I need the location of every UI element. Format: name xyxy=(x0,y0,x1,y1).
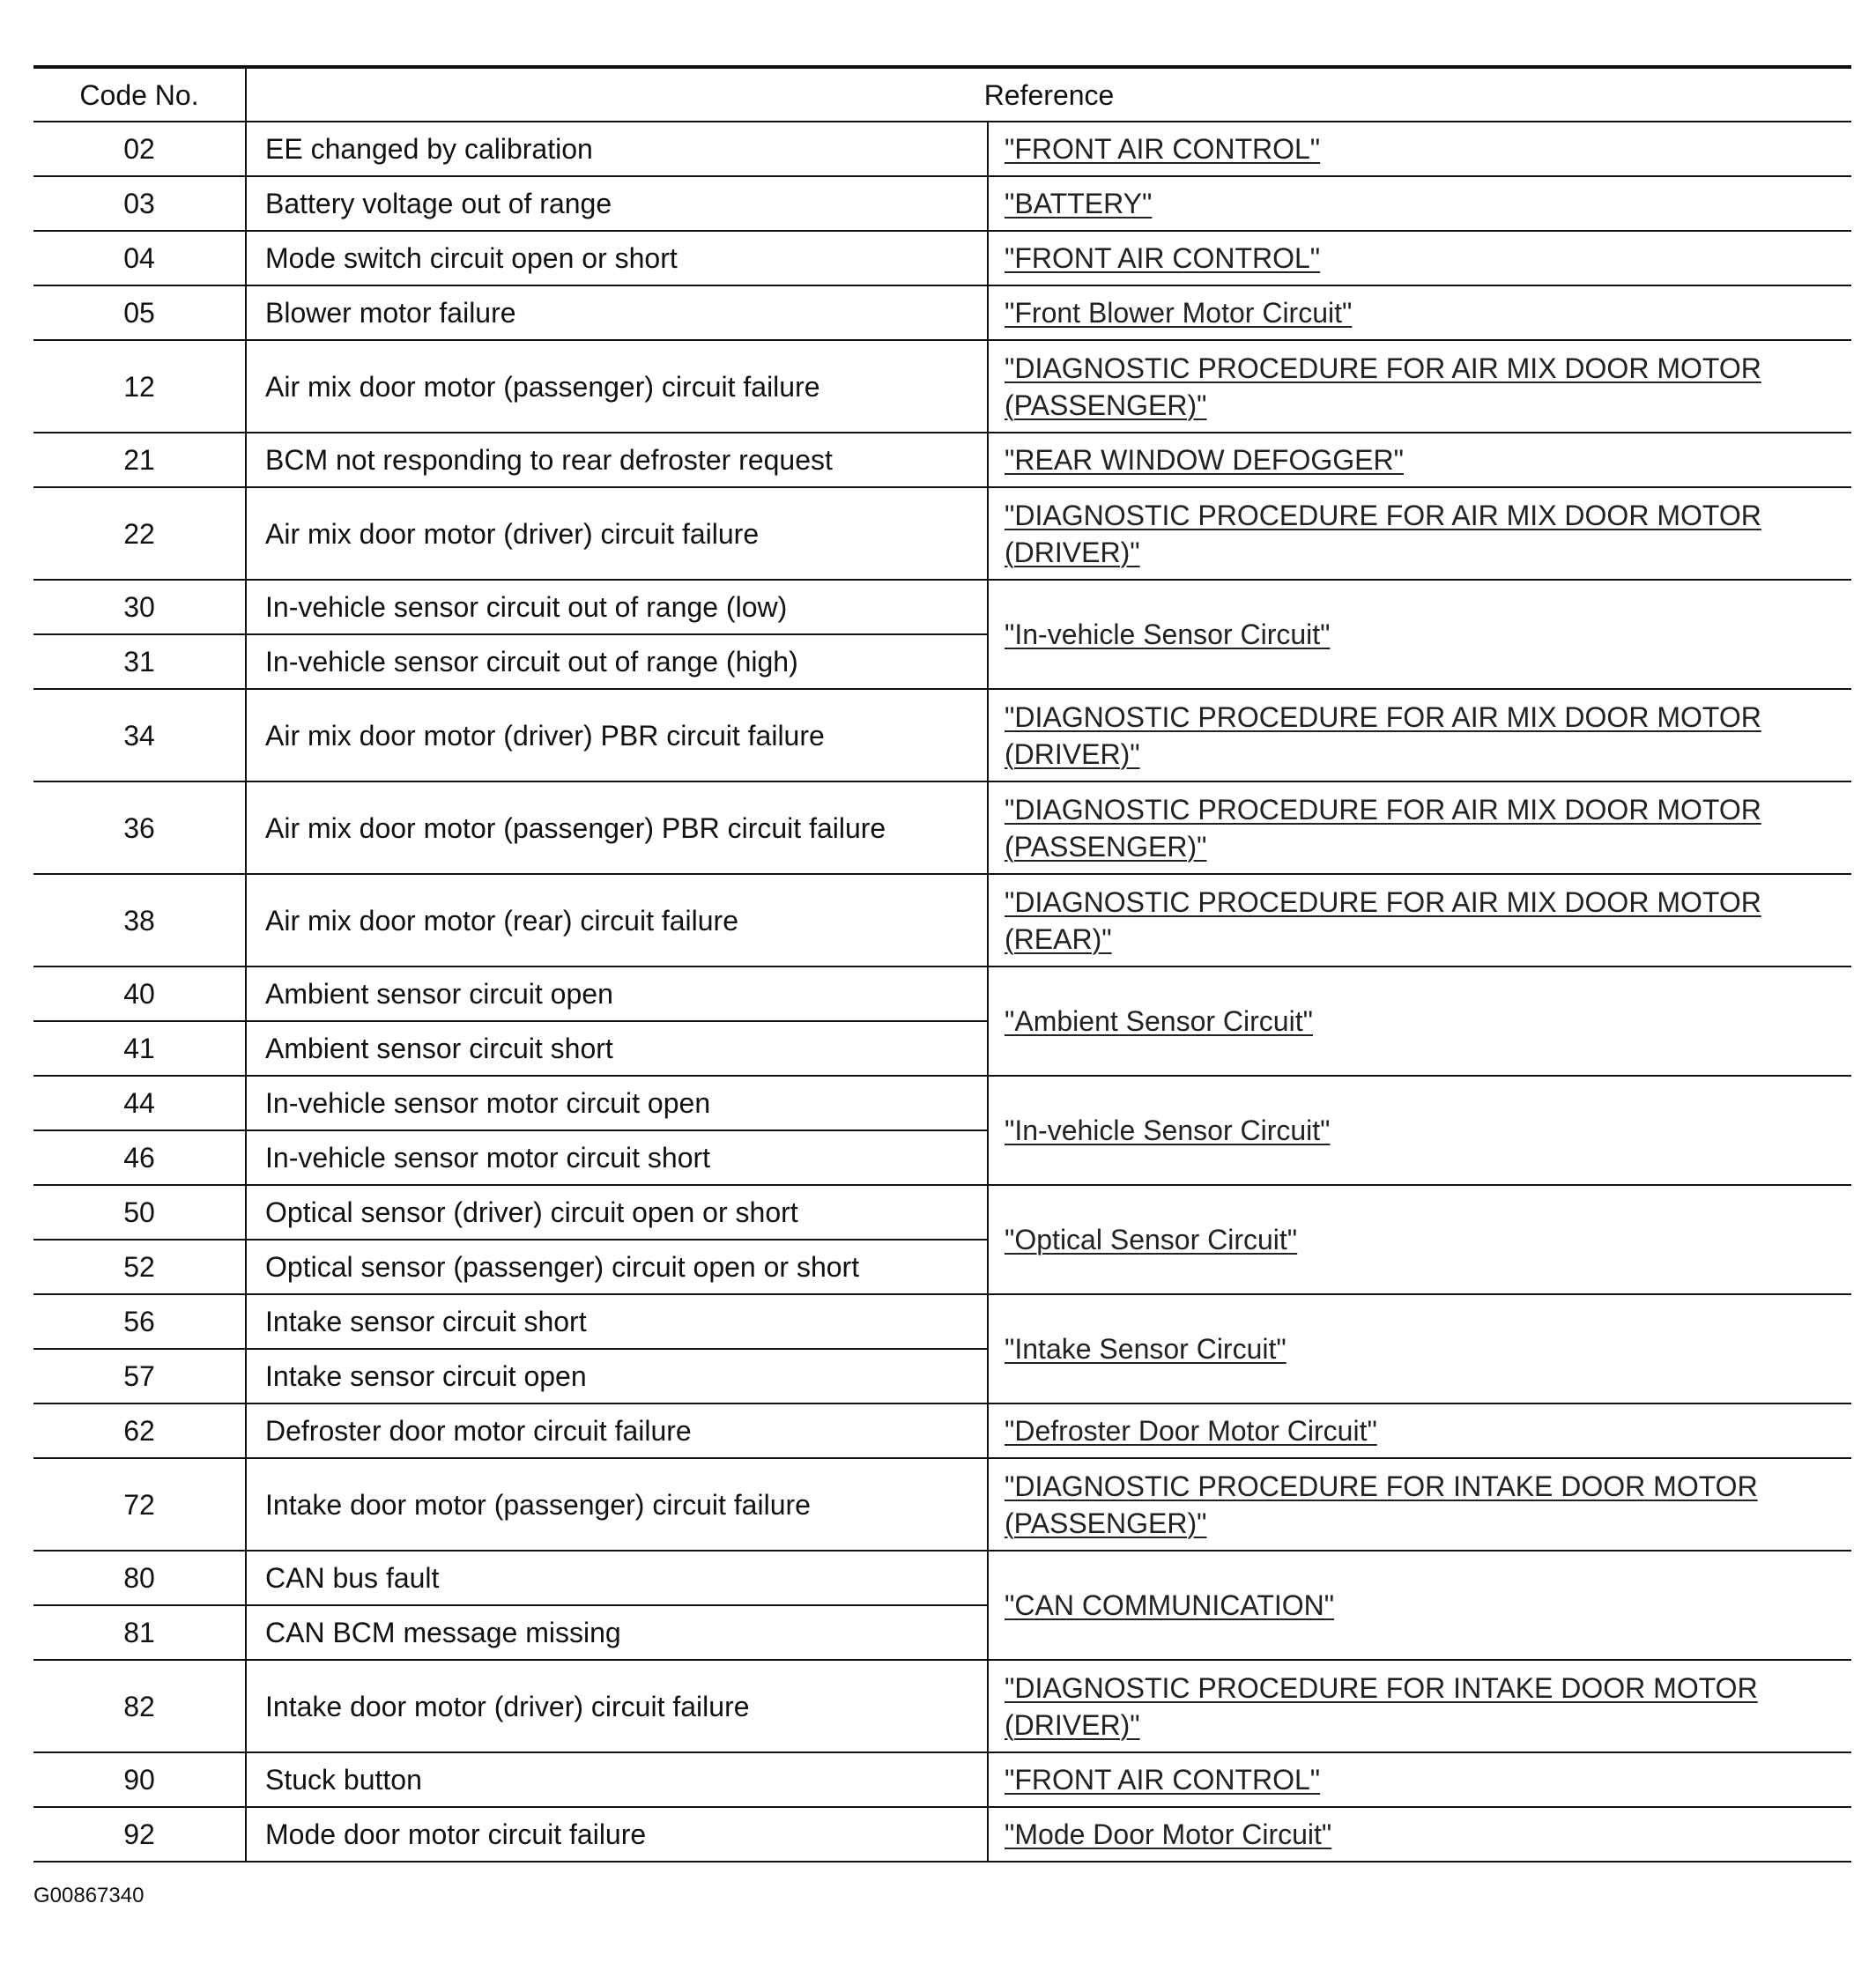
description-cell: Blower motor failure xyxy=(246,285,988,340)
code-cell: 80 xyxy=(33,1551,246,1605)
code-cell: 81 xyxy=(33,1605,246,1660)
code-cell: 62 xyxy=(33,1403,246,1458)
description-cell: Mode switch circuit open or short xyxy=(246,231,988,285)
description-cell: Ambient sensor circuit open xyxy=(246,966,988,1021)
code-cell: 82 xyxy=(33,1660,246,1752)
table-row xyxy=(33,781,1851,874)
code-cell: 02 xyxy=(33,122,246,176)
reference-cell xyxy=(988,285,1851,340)
table-row xyxy=(33,1076,1851,1130)
reference-cell xyxy=(988,1403,1851,1458)
code-cell: 56 xyxy=(33,1294,246,1349)
reference-cell xyxy=(988,874,1851,966)
description-cell: Intake door motor (driver) circuit failure xyxy=(246,1660,988,1752)
reference-cell xyxy=(988,122,1851,176)
reference-link[interactable]: "Front Blower Motor Circuit" xyxy=(1005,297,1353,329)
table-row xyxy=(33,966,1851,1021)
reference-link[interactable]: "Intake Sensor Circuit" xyxy=(1005,1333,1287,1365)
code-cell: 34 xyxy=(33,689,246,781)
reference-link[interactable]: "DIAGNOSTIC PROCEDURE FOR AIR MIX DOOR MOTOR (DRIVER)" xyxy=(1005,499,1761,568)
reference-cell xyxy=(988,1807,1851,1862)
reference-cell xyxy=(988,1551,1851,1660)
reference-cell xyxy=(988,966,1851,1076)
reference-link[interactable]: "DIAGNOSTIC PROCEDURE FOR AIR MIX DOOR MOTOR (REAR)" xyxy=(1005,885,1761,955)
table-row xyxy=(33,1551,1851,1605)
code-cell: 05 xyxy=(33,285,246,340)
description-cell: Ambient sensor circuit short xyxy=(246,1021,988,1076)
table-row xyxy=(33,1294,1851,1349)
table-row xyxy=(33,1752,1851,1807)
code-cell: 92 xyxy=(33,1807,246,1862)
description-cell: Intake door motor (passenger) circuit failure xyxy=(246,1458,988,1551)
reference-header: Reference xyxy=(246,67,1851,122)
reference-link[interactable]: "In-vehicle Sensor Circuit" xyxy=(1005,1115,1331,1146)
table-row xyxy=(33,689,1851,781)
reference-link[interactable]: "Optical Sensor Circuit" xyxy=(1005,1224,1298,1255)
description-cell: Air mix door motor (passenger) circuit failure xyxy=(246,340,988,433)
code-cell: 72 xyxy=(33,1458,246,1551)
table-row xyxy=(33,1458,1851,1551)
reference-link[interactable]: "Mode Door Motor Circuit" xyxy=(1005,1818,1332,1850)
reference-cell xyxy=(988,689,1851,781)
table-row xyxy=(33,285,1851,340)
table-row xyxy=(33,1403,1851,1458)
description-cell: Stuck button xyxy=(246,1752,988,1807)
code-cell: 03 xyxy=(33,176,246,231)
reference-link[interactable]: "DIAGNOSTIC PROCEDURE FOR AIR MIX DOOR MOTOR (DRIVER)" xyxy=(1005,700,1761,770)
table-header xyxy=(33,67,1851,122)
reference-cell xyxy=(988,231,1851,285)
reference-link[interactable]: "DIAGNOSTIC PROCEDURE FOR INTAKE DOOR MOTOR (PASSENGER)" xyxy=(1005,1470,1758,1539)
description-cell: Intake sensor circuit short xyxy=(246,1294,988,1349)
description-cell: Defroster door motor circuit failure xyxy=(246,1403,988,1458)
description-cell: Optical sensor (driver) circuit open or short xyxy=(246,1185,988,1240)
reference-cell xyxy=(988,1294,1851,1403)
code-cell: 44 xyxy=(33,1076,246,1130)
table-row xyxy=(33,231,1851,285)
code-cell: 21 xyxy=(33,433,246,487)
code-cell: 90 xyxy=(33,1752,246,1807)
table-row xyxy=(33,1660,1851,1752)
table-row xyxy=(33,580,1851,634)
reference-cell xyxy=(988,340,1851,433)
code-cell: 36 xyxy=(33,781,246,874)
description-cell: Air mix door motor (driver) PBR circuit failure xyxy=(246,689,988,781)
reference-cell xyxy=(988,1752,1851,1807)
reference-link[interactable]: "Defroster Door Motor Circuit" xyxy=(1005,1415,1377,1447)
description-cell: Air mix door motor (passenger) PBR circuit failure xyxy=(246,781,988,874)
table-row xyxy=(33,487,1851,580)
table-row xyxy=(33,1185,1851,1240)
description-cell: CAN BCM message missing xyxy=(246,1605,988,1660)
trouble-code-table xyxy=(33,65,1851,1863)
reference-cell xyxy=(988,1660,1851,1752)
reference-link[interactable]: "CAN COMMUNICATION" xyxy=(1005,1589,1335,1621)
code-no-header: Code No. xyxy=(33,67,246,122)
code-cell: 30 xyxy=(33,580,246,634)
code-cell: 41 xyxy=(33,1021,246,1076)
code-cell: 31 xyxy=(33,634,246,689)
reference-cell xyxy=(988,781,1851,874)
reference-link[interactable]: "DIAGNOSTIC PROCEDURE FOR AIR MIX DOOR MOTOR (PASSENGER)" xyxy=(1005,352,1761,421)
code-cell: 50 xyxy=(33,1185,246,1240)
reference-cell xyxy=(988,1458,1851,1551)
reference-cell xyxy=(988,1076,1851,1185)
reference-cell xyxy=(988,176,1851,231)
reference-link[interactable]: "DIAGNOSTIC PROCEDURE FOR AIR MIX DOOR MOTOR (PASSENGER)" xyxy=(1005,793,1761,863)
table-body xyxy=(33,122,1851,1862)
description-cell: In-vehicle sensor motor circuit open xyxy=(246,1076,988,1130)
reference-link[interactable]: "FRONT AIR CONTROL" xyxy=(1005,1764,1321,1796)
description-cell: Air mix door motor (rear) circuit failure xyxy=(246,874,988,966)
reference-link[interactable]: "BATTERY" xyxy=(1005,188,1153,219)
code-cell: 40 xyxy=(33,966,246,1021)
code-cell: 46 xyxy=(33,1130,246,1185)
table-row xyxy=(33,176,1851,231)
table-row xyxy=(33,122,1851,176)
description-cell: In-vehicle sensor circuit out of range (high) xyxy=(246,634,988,689)
code-cell: 04 xyxy=(33,231,246,285)
table-row xyxy=(33,340,1851,433)
description-cell: CAN bus fault xyxy=(246,1551,988,1605)
code-cell: 57 xyxy=(33,1349,246,1403)
code-cell: 38 xyxy=(33,874,246,966)
description-cell: Optical sensor (passenger) circuit open or short xyxy=(246,1240,988,1294)
description-cell: EE changed by calibration xyxy=(246,122,988,176)
figure-id: G00867340 xyxy=(33,1884,145,1907)
description-cell: Intake sensor circuit open xyxy=(246,1349,988,1403)
reference-link[interactable]: "In-vehicle Sensor Circuit" xyxy=(1005,618,1331,650)
code-cell: 52 xyxy=(33,1240,246,1294)
reference-link[interactable]: "FRONT AIR CONTROL" xyxy=(1005,242,1321,274)
code-cell: 12 xyxy=(33,340,246,433)
reference-cell xyxy=(988,1185,1851,1294)
description-cell: In-vehicle sensor circuit out of range (low) xyxy=(246,580,988,634)
reference-link[interactable]: "FRONT AIR CONTROL" xyxy=(1005,133,1321,165)
description-cell: Air mix door motor (driver) circuit failure xyxy=(246,487,988,580)
reference-link[interactable]: "REAR WINDOW DEFOGGER" xyxy=(1005,444,1404,476)
table-row xyxy=(33,1807,1851,1862)
table-row xyxy=(33,874,1851,966)
reference-cell xyxy=(988,580,1851,689)
description-cell: Battery voltage out of range xyxy=(246,176,988,231)
reference-cell xyxy=(988,433,1851,487)
description-cell: In-vehicle sensor motor circuit short xyxy=(246,1130,988,1185)
reference-cell xyxy=(988,487,1851,580)
description-cell: BCM not responding to rear defroster request xyxy=(246,433,988,487)
reference-link[interactable]: "DIAGNOSTIC PROCEDURE FOR INTAKE DOOR MOTOR (DRIVER)" xyxy=(1005,1671,1758,1741)
table-row xyxy=(33,433,1851,487)
reference-link[interactable]: "Ambient Sensor Circuit" xyxy=(1005,1005,1313,1037)
description-cell: Mode door motor circuit failure xyxy=(246,1807,988,1862)
code-cell: 22 xyxy=(33,487,246,580)
